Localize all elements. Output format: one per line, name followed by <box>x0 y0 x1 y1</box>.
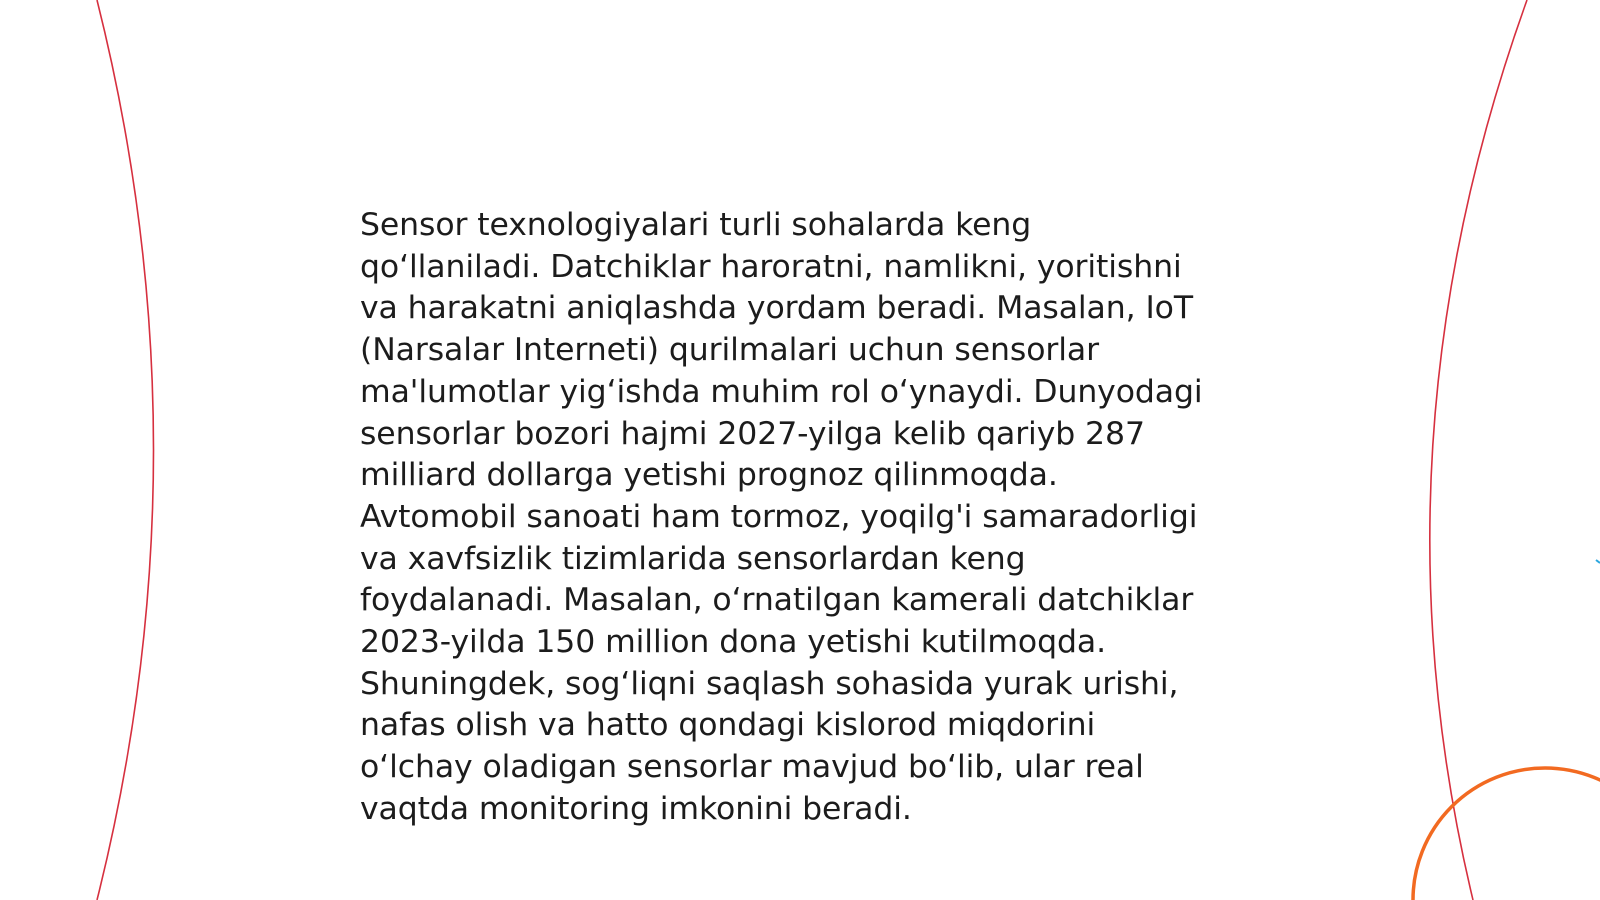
body-paragraph: Sensor texnologiyalari turli sohalarda keng qo‘llaniladi. Datchiklar haroratni, namlikni, yoritishni va harakatni aniqlashda yordam beradi. Masalan, IoT (Narsalar Interneti) qurilmalari uchun sensorlar ma'lumotlar yig‘ishda muhim rol o‘ynaydi. Dunyodagi sensorlar bozori hajmi 2027-yilga kelib qariyb 287 milliard dollarga yetishi prognoz qilinmoqda. Avtomobil sanoati ham tormoz, yoqilg'i samaradorligi va xavfsizlik tizimlarida sensorlardan keng foydalanadi. Masalan, o‘rnatilgan kamerali datchiklar 2023-yilda 150 million dona yetishi kutilmoqda. Shuningdek, sog‘liqni saqlash sohasida yurak urishi, nafas olish va hatto qondagi kislorod miqdorini o‘lchay oladigan sensorlar mavjud bo‘lib, ular real vaqtda monitoring imkonini beradi. <box>360 207 1203 827</box>
left-curve-line <box>97 0 154 900</box>
blue-mark <box>1596 560 1600 563</box>
right-curve-line <box>1430 0 1527 900</box>
orange-arc-circle <box>1413 768 1600 900</box>
